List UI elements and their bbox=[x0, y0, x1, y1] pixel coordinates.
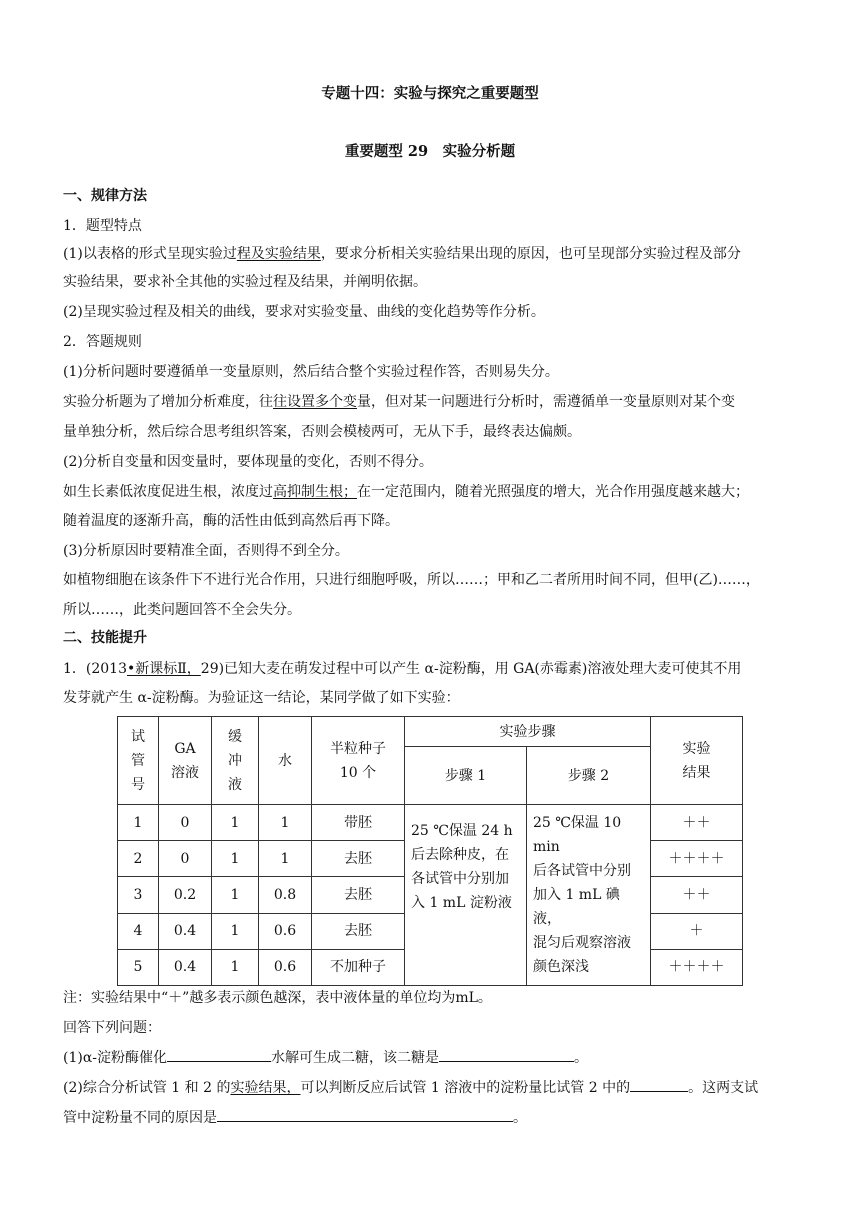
text-span: 29)已知大麦在萌发过程中可以产生 α-淀粉酶，用 GA(赤霉素)溶液处理大麦可使其不用 bbox=[200, 661, 742, 677]
cell-buffer: 1 bbox=[212, 841, 259, 877]
answer-blank[interactable] bbox=[439, 1047, 574, 1062]
header-text: 冲 bbox=[228, 752, 242, 769]
paragraph-line: 如植物细胞在该条件下不进行光合作用，只进行细胞呼吸，所以……；甲和乙二者所用时间不同，但甲(乙)……， bbox=[63, 572, 760, 588]
cell-tube: 2 bbox=[118, 841, 159, 877]
header-ga bbox=[159, 717, 212, 805]
text-span: 水解可生成二糖，该二糖是 bbox=[271, 1050, 440, 1066]
cell-result: ＋＋＋＋ bbox=[651, 949, 743, 985]
cell-result: ＋＋ bbox=[651, 877, 743, 913]
cell-water: 1 bbox=[259, 841, 312, 877]
header-text: 液 bbox=[228, 776, 242, 793]
text-span: 量，但对某一问题进行分析时，需遵循单一变量原则对某个变 bbox=[357, 394, 735, 410]
cell-water: 0.6 bbox=[259, 913, 312, 949]
text-span: 可以判断反应后试管 1 溶液中的淀粉量比试管 2 中的 bbox=[300, 1080, 631, 1096]
answer-blank[interactable] bbox=[167, 1047, 271, 1062]
cell-water: 1 bbox=[259, 805, 312, 841]
text-span: ，要求分析相关实验结果出现的原因，也可呈现部分实验过程及部分 bbox=[320, 246, 741, 262]
underlined-text: •新课标Ⅱ， bbox=[127, 661, 201, 677]
cell-seed: 不加种子 bbox=[312, 949, 405, 985]
header-text: 号 bbox=[131, 776, 145, 793]
item-heading-rules: 2．答题规则 bbox=[63, 334, 142, 350]
cell-step2 bbox=[527, 805, 651, 986]
header-text: 溶液 bbox=[171, 764, 199, 781]
cell-tube: 1 bbox=[118, 805, 159, 841]
text-span: 。这两支试 bbox=[688, 1080, 759, 1096]
cell-seed: 带胚 bbox=[312, 805, 405, 841]
header-seed bbox=[312, 717, 405, 805]
header-text: 半粒种子 bbox=[330, 740, 386, 757]
underlined-text: 实验结果， bbox=[230, 1080, 301, 1096]
cell-step1 bbox=[405, 805, 527, 986]
paragraph-line: 随着温度的逐渐升高，酶的活性由低到高然后再下降。 bbox=[63, 513, 399, 529]
cell-buffer: 1 bbox=[212, 913, 259, 949]
document-title: 专题十四：实验与探究之重要题型 bbox=[321, 85, 539, 102]
step1-line: 各试管中分别加 bbox=[411, 871, 509, 887]
text-span: (1)α-淀粉酶催化 bbox=[63, 1050, 168, 1066]
cell-tube: 3 bbox=[118, 877, 159, 913]
question-line bbox=[63, 659, 803, 679]
answer-blank[interactable] bbox=[630, 1077, 688, 1092]
cell-ga: 0 bbox=[159, 841, 212, 877]
question-prompt: 回答下列问题： bbox=[63, 1020, 161, 1036]
sub-question-2-cont bbox=[63, 1107, 803, 1128]
text-span: 在一定范围内，随着光照强度的增大，光合作用强度越来越大； bbox=[357, 484, 749, 500]
cell-result: ＋ bbox=[651, 913, 743, 949]
question-line: 发芽就产生 α-淀粉酶。为验证这一结论，某同学做了如下实验： bbox=[63, 690, 460, 706]
underlined-text: 高抑制生根； bbox=[273, 484, 357, 500]
text-span: 如生长素低浓度促进生根，浓度过 bbox=[63, 484, 273, 500]
cell-result: ＋＋ bbox=[651, 805, 743, 841]
paragraph-line bbox=[63, 392, 803, 412]
cell-seed: 去胚 bbox=[312, 913, 405, 949]
cell-tube: 5 bbox=[118, 949, 159, 985]
document-subtitle: 重要题型 29 实验分析题 bbox=[344, 143, 516, 160]
text-span: 。 bbox=[513, 1110, 527, 1126]
step2-line: 加入 1 mL 碘液， bbox=[533, 887, 620, 927]
text-span: (2)综合分析试管 1 和 2 的 bbox=[63, 1080, 231, 1096]
header-text: GA bbox=[174, 740, 196, 757]
answer-blank[interactable] bbox=[217, 1107, 513, 1122]
header-text: 试 bbox=[131, 728, 145, 745]
header-step1: 步骤 1 bbox=[405, 747, 527, 805]
cell-ga: 0 bbox=[159, 805, 212, 841]
paragraph-line: (2)分析自变量和因变量时，要体现量的变化，否则不得分。 bbox=[63, 454, 433, 470]
cell-tube: 4 bbox=[118, 913, 159, 949]
step2-line: 25 ℃保温 10 min bbox=[533, 815, 622, 855]
table-note: 注：实验结果中“＋”越多表示颜色越深，表中液体量的单位均为mL。 bbox=[63, 990, 492, 1006]
item-heading-features: 1．题型特点 bbox=[63, 218, 142, 234]
text-span: (1)以表格的形式呈现实验过 bbox=[63, 246, 237, 262]
section-heading-skills: 二、技能提升 bbox=[63, 630, 147, 646]
underlined-text: 程及实验结果 bbox=[236, 246, 321, 262]
header-text: 缓 bbox=[228, 728, 242, 745]
cell-water: 0.6 bbox=[259, 949, 312, 985]
cell-seed: 去胚 bbox=[312, 841, 405, 877]
step2-line: 混匀后观察溶液 bbox=[533, 935, 631, 951]
paragraph-line: (3)分析原因时要精准全面，否则得不到全分。 bbox=[63, 543, 349, 559]
step1-line: 25 ℃保温 24 h bbox=[411, 823, 513, 839]
text-span: 管中淀粉量不同的原因是 bbox=[63, 1110, 217, 1126]
step2-line: 颜色深浅 bbox=[533, 959, 589, 975]
cell-ga: 0.4 bbox=[159, 913, 212, 949]
sub-question-1 bbox=[63, 1047, 803, 1068]
cell-seed: 去胚 bbox=[312, 877, 405, 913]
step1-line: 后去除种皮，在 bbox=[411, 847, 509, 863]
header-text: 结果 bbox=[682, 764, 711, 781]
underlined-text: 往设置多个变 bbox=[273, 394, 357, 410]
cell-ga: 0.4 bbox=[159, 949, 212, 985]
sub-question-2 bbox=[63, 1077, 803, 1098]
step2-line: 后各试管中分别 bbox=[533, 863, 631, 879]
cell-buffer: 1 bbox=[212, 877, 259, 913]
paragraph-line: (2)呈现实验过程及相关的曲线，要求对实验变量、曲线的变化趋势等作分析。 bbox=[63, 304, 545, 320]
step1-line: 入 1 mL 淀粉液 bbox=[411, 895, 512, 911]
cell-ga: 0.2 bbox=[159, 877, 212, 913]
cell-buffer: 1 bbox=[212, 805, 259, 841]
cell-water: 0.8 bbox=[259, 877, 312, 913]
header-text: 实验 bbox=[682, 740, 711, 757]
paragraph-line: 量单独分析，然后综合思考组织答案，否则会模棱两可，无从下手，最终表达偏颇。 bbox=[63, 424, 581, 440]
header-steps: 实验步骤 bbox=[405, 717, 651, 747]
section-heading-methods: 一、规律方法 bbox=[63, 188, 147, 204]
table-row bbox=[118, 805, 743, 841]
header-water: 水 bbox=[259, 717, 312, 805]
paragraph-line: (1)分析问题时要遵循单一变量原则，然后结合整个实验过程作答，否则易失分。 bbox=[63, 364, 559, 380]
header-step2: 步骤 2 bbox=[527, 747, 651, 805]
cell-result: ＋＋＋＋ bbox=[651, 841, 743, 877]
cell-buffer: 1 bbox=[212, 949, 259, 985]
paragraph-line: 实验结果，要求补全其他的实验过程及结果，并阐明依据。 bbox=[63, 274, 427, 290]
header-result bbox=[651, 717, 743, 805]
header-text: 管 bbox=[131, 752, 145, 769]
experiment-table bbox=[117, 716, 743, 986]
paragraph-line bbox=[63, 482, 803, 502]
header-buffer bbox=[212, 717, 259, 805]
text-span: 实验分析题为了增加分析难度，往 bbox=[63, 394, 273, 410]
header-text: 10 个 bbox=[339, 764, 377, 781]
text-span: 。 bbox=[574, 1050, 589, 1066]
paragraph-line: 所以……，此类问题回答不全会失分。 bbox=[63, 602, 301, 618]
text-span: 1．(2013 bbox=[63, 661, 127, 677]
paragraph-line bbox=[63, 244, 803, 264]
header-tube bbox=[118, 717, 159, 805]
